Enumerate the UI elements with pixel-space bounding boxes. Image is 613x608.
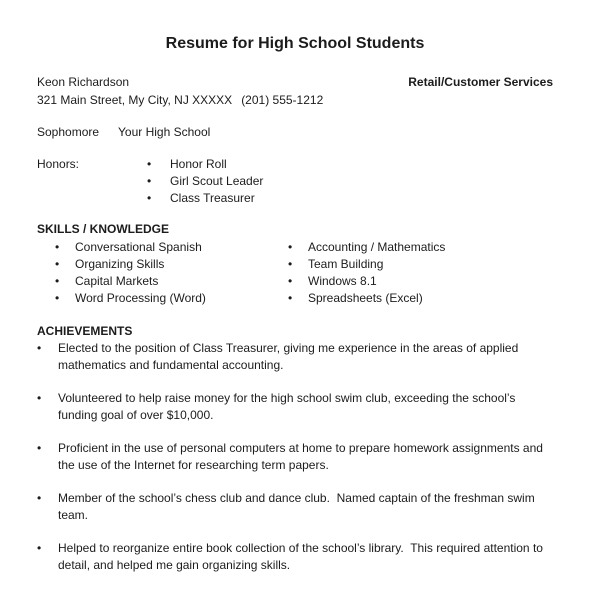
skill-list-item	[288, 290, 553, 307]
honors-list-item	[147, 173, 263, 190]
education-row	[37, 123, 553, 141]
job-objective: Retail/Customer Services	[408, 75, 553, 89]
document-title: Resume for High School Students	[165, 35, 425, 52]
header-row	[37, 73, 553, 91]
honors-list-item	[147, 190, 263, 207]
skill-item-text: Organizing Skills	[75, 257, 165, 271]
achievement-item-text: Volunteered to help raise money for the high school swim club, exceeding the school’s funding goal of over $10,000.	[58, 391, 519, 422]
bullet-marker: •	[37, 491, 42, 505]
skill-item-text: Capital Markets	[75, 274, 159, 288]
bullet-marker: •	[55, 257, 60, 271]
achievements-list	[37, 340, 553, 574]
bullet-marker: •	[288, 291, 293, 305]
achievement-item-text: Helped to reorganize entire book collection of the school’s library. This required attention to detail, and helped me gain organizing skills.	[58, 541, 547, 572]
skill-list-item	[288, 239, 553, 256]
skill-item-text: Team Building	[308, 257, 384, 271]
bullet-marker: •	[288, 257, 293, 271]
achievement-list-item	[37, 490, 553, 524]
bullet-marker: •	[55, 274, 60, 288]
skill-item-text: Word Processing (Word)	[75, 291, 206, 305]
grade-level: Sophomore	[37, 125, 100, 139]
honors-item-text: Honor Roll	[170, 157, 227, 171]
skills-column-left	[37, 239, 288, 307]
skill-item-text: Spreadsheets (Excel)	[308, 291, 423, 305]
skills-section	[37, 239, 553, 307]
skill-list-item	[55, 273, 288, 290]
honors-list-item	[147, 156, 263, 173]
honors-label: Honors:	[37, 157, 80, 171]
honors-section	[37, 156, 553, 207]
skills-heading: SKILLS / KNOWLEDGE	[37, 222, 169, 236]
skill-item-text: Conversational Spanish	[75, 240, 202, 254]
achievement-list-item	[37, 440, 553, 474]
bullet-marker: •	[37, 441, 42, 455]
skill-list-item	[55, 290, 288, 307]
skill-list-item	[55, 256, 288, 273]
bullet-marker: •	[288, 274, 293, 288]
skills-column-right	[288, 239, 553, 307]
skill-list-item	[288, 273, 553, 290]
honors-list	[147, 156, 263, 207]
honors-item-text: Girl Scout Leader	[170, 174, 264, 188]
achievements-heading: ACHIEVEMENTS	[37, 324, 133, 338]
achievement-item-text: Elected to the position of Class Treasurer, giving me experience in the areas of applied mathematics and fundamental accounting.	[58, 341, 522, 372]
school-name: Your High School	[118, 125, 211, 139]
bullet-marker: •	[147, 157, 152, 171]
achievement-list-item	[37, 340, 553, 374]
bullet-marker: •	[37, 341, 42, 355]
applicant-name: Keon Richardson	[37, 75, 130, 89]
bullet-marker: •	[37, 541, 42, 555]
street-address: 321 Main Street, My City, NJ XXXXX	[37, 93, 233, 107]
achievement-list-item	[37, 540, 553, 574]
phone-number: (201) 555-1212	[241, 93, 324, 107]
skill-list-item	[288, 256, 553, 273]
contact-row	[37, 91, 553, 109]
bullet-marker: •	[147, 191, 152, 205]
skill-item-text: Accounting / Mathematics	[308, 240, 446, 254]
bullet-marker: •	[288, 240, 293, 254]
bullet-marker: •	[37, 391, 42, 405]
achievement-item-text: Member of the school’s chess club and dance club. Named captain of the freshman swim team.	[58, 491, 539, 522]
achievement-list-item	[37, 390, 553, 424]
skill-item-text: Windows 8.1	[308, 274, 377, 288]
bullet-marker: •	[147, 174, 152, 188]
achievement-item-text: Proficient in the use of personal computers at home to prepare homework assignments and the use of the Internet for researching term papers.	[58, 441, 547, 472]
honors-item-text: Class Treasurer	[170, 191, 255, 205]
bullet-marker: •	[55, 291, 60, 305]
bullet-marker: •	[55, 240, 60, 254]
skill-list-item	[55, 239, 288, 256]
